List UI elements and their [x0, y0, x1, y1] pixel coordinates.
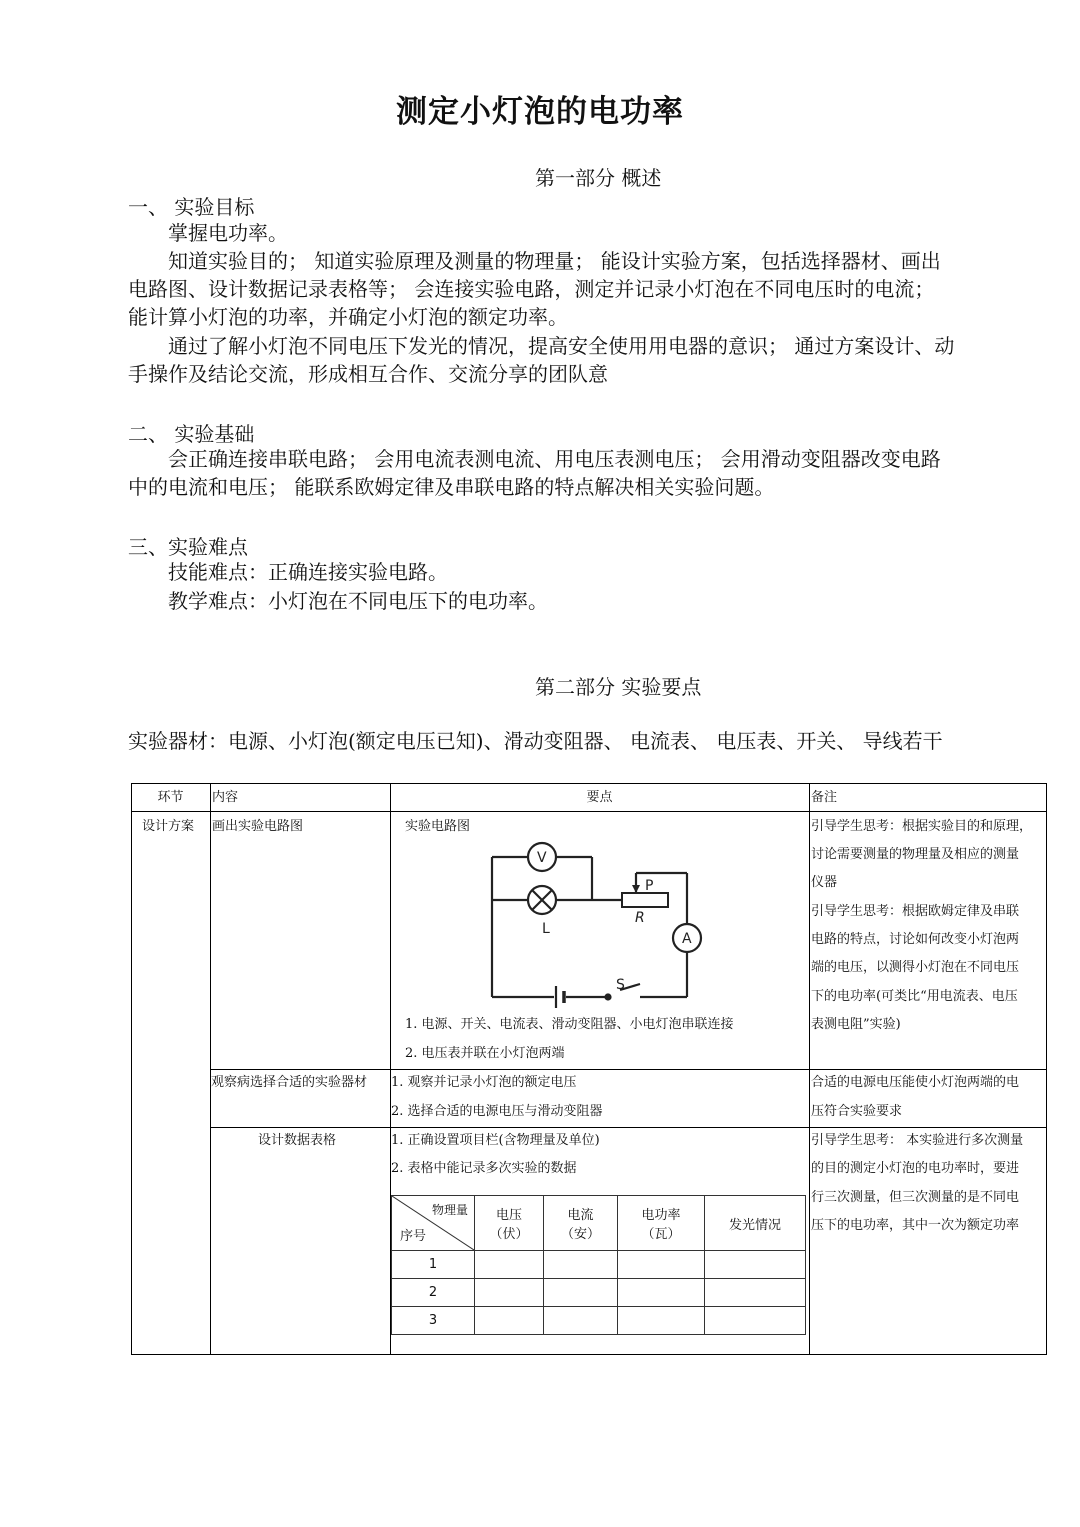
resistor-label: R: [635, 910, 645, 926]
row3-note-2: 的目的测定小灯泡的电功率时，要进: [811, 1161, 1020, 1176]
row1-note-3: 仪器: [811, 875, 838, 890]
row3-note-1: 引导学生思考： 本实验进行多次测量: [811, 1133, 1024, 1148]
table-row: [392, 1307, 806, 1335]
equipment-text: 实验器材：电源、小灯泡(额定电压已知)、滑动变阻器、 电流表、 电压表、开关、 导线若干: [128, 729, 943, 753]
row2-point-1: 1. 观察并记录小灯泡的额定电压: [391, 1075, 577, 1090]
section1-heading: 一、 实验目标: [128, 195, 255, 219]
table-row: [392, 1279, 806, 1307]
col-brightness: 发光情况: [705, 1196, 806, 1251]
col-current-unit: （安）: [560, 1227, 600, 1242]
section3-line2: 教学难点：小灯泡在不同电压下的电功率。: [168, 589, 548, 613]
col-current-name: 电流: [567, 1208, 594, 1223]
col-power: [618, 1196, 705, 1251]
header-notes: 备注: [811, 790, 838, 805]
header-points: 要点: [586, 790, 613, 805]
row1-note-5: 电路的特点，讨论如何改变小灯泡两: [811, 932, 1020, 947]
col-voltage: [475, 1196, 544, 1251]
row3-point-2: 2. 表格中能记录多次实验的数据: [391, 1161, 577, 1176]
section3-line1: 技能难点：正确连接实验电路。: [168, 560, 448, 584]
lamp-label: L: [542, 921, 550, 937]
section2-para: 会正确连接串联电路； 会用电流表测电流、用电压表测电压； 会用滑动变阻器改变电路中的电流和电压； 能联系欧姆定律及串联电路的特点解决相关实验问题。: [128, 447, 941, 499]
row2-note-2: 压符合实验要求: [811, 1104, 903, 1119]
switch-label: S: [616, 977, 625, 993]
row1-note-1: 引导学生思考：根据实验目的和原理，: [811, 819, 1033, 834]
header-content: 内容: [212, 790, 239, 805]
row-number: 3: [392, 1307, 475, 1335]
part1-heading: 第一部分 概述: [535, 166, 662, 190]
row2-point-2: 2. 选择合适的电源电压与滑动变阻器: [391, 1104, 603, 1119]
col-power-name: 电功率: [641, 1208, 681, 1223]
col-current: [544, 1196, 618, 1251]
row1-note-2: 讨论需要测量的物理量及相应的测量: [811, 847, 1020, 862]
row1-point-2: 2. 电压表并联在小灯泡两端: [405, 1046, 565, 1061]
diagram-title: 实验电路图: [405, 819, 471, 834]
row1-content: 画出实验电路图: [212, 819, 304, 834]
data-table-header-row: [392, 1196, 806, 1251]
header-stage: 环节: [157, 790, 184, 805]
ammeter-label: A: [682, 931, 692, 947]
row-number: 2: [392, 1279, 475, 1307]
corner-header-cell: [392, 1196, 475, 1251]
slider-label: P: [645, 878, 654, 894]
row1-note-4: 引导学生思考：根据欧姆定律及串联: [811, 904, 1020, 919]
row-number: 1: [392, 1251, 475, 1279]
data-record-table: [391, 1195, 806, 1335]
section3-heading: 三、实验难点: [128, 535, 248, 559]
row1-note-7: 下的电功率(可类比“用电流表、电压: [811, 989, 1018, 1004]
part2-heading: 第二部分 实验要点: [535, 675, 702, 699]
section1-para3: 通过了解小灯泡不同电压下发光的情况，提高安全使用用电器的意识； 通过方案设计、动手操作及结论交流，形成相互合作、交流分享的团队意: [128, 334, 955, 386]
col-power-unit: （瓦）: [641, 1227, 681, 1242]
col-voltage-name: 电压: [495, 1208, 522, 1223]
corner-bottom-label: 序号: [400, 1229, 427, 1244]
row2-content: 观察病选择合适的实验器材: [211, 1075, 368, 1090]
section1-line1: 掌握电功率。: [168, 221, 288, 245]
section1-para2: 知道实验目的； 知道实验原理及测量的物理量； 能设计实验方案，包括选择器材、画出电路图、设计数据记录表格等； 会连接实验电路，测定并记录小灯泡在不同电压时的电流； 能计算小灯泡的功率，并确定小灯泡的额定功率。: [128, 249, 941, 329]
row3-note-3: 行三次测量，但三次测量的是不同电: [811, 1190, 1020, 1205]
circuit-diagram: [480, 840, 710, 1010]
page-title: 测定小灯泡的电功率: [396, 94, 684, 130]
col-voltage-unit: （伏）: [489, 1227, 529, 1242]
section2-heading: 二、 实验基础: [128, 422, 255, 446]
row3-note-4: 压下的电功率，其中一次为额定功率: [811, 1218, 1020, 1233]
stage-label: 设计方案: [142, 819, 195, 834]
row1-note-6: 端的电压，以测得小灯泡在不同电压: [811, 960, 1020, 975]
row3-content: 设计数据表格: [258, 1133, 337, 1148]
row2-note-1: 合适的电源电压能使小灯泡两端的电: [811, 1075, 1020, 1090]
row1-point-1: 1. 电源、开关、电流表、滑动变阻器、小电灯泡串联连接: [405, 1017, 734, 1032]
table-row: [392, 1251, 806, 1279]
corner-top-label: 物理量: [431, 1203, 468, 1217]
row3-point-1: 1. 正确设置项目栏(含物理量及单位): [391, 1133, 600, 1148]
row1-note-8: 表测电阻”实验): [811, 1017, 901, 1032]
voltmeter-label: V: [537, 850, 547, 866]
